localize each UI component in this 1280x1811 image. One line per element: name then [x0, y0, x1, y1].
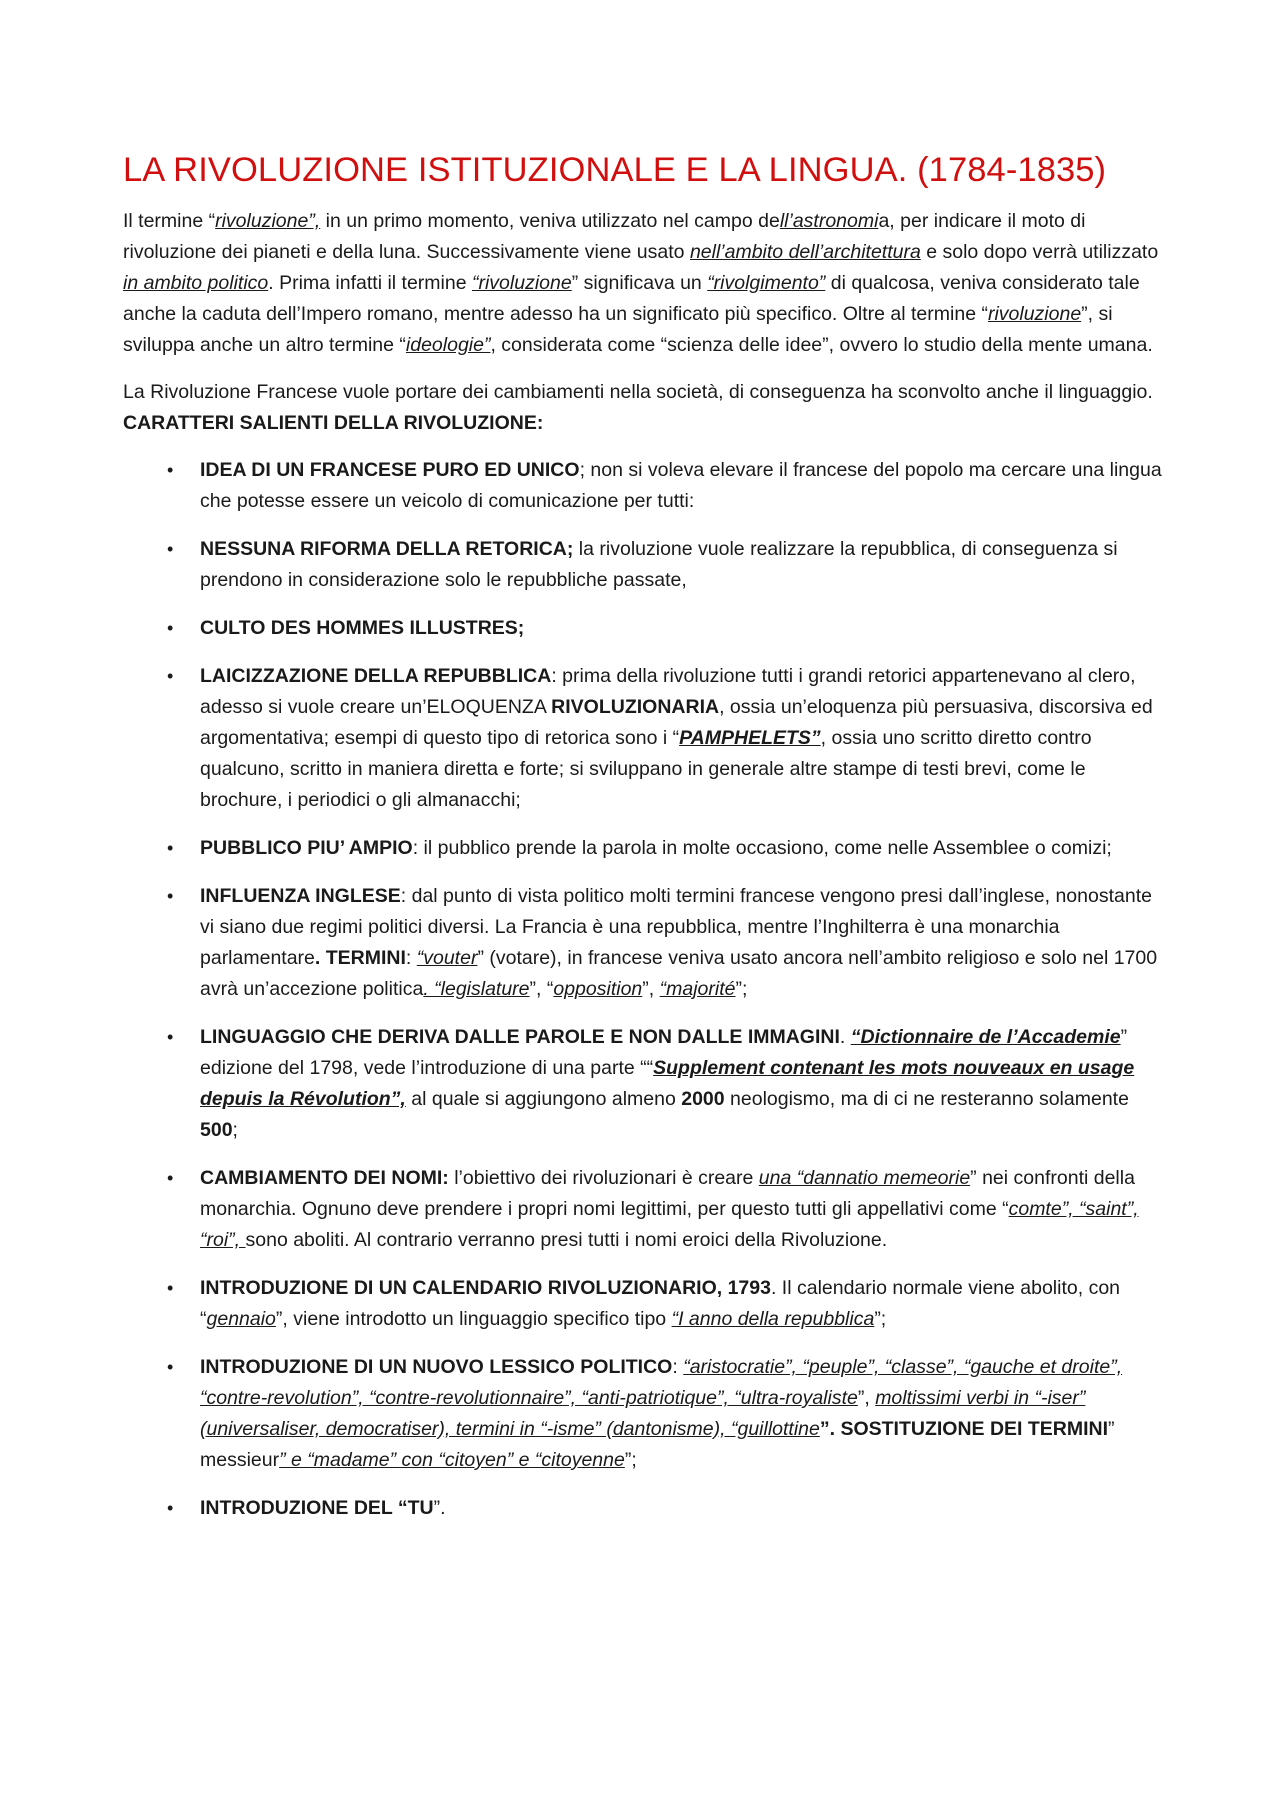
bullet-icon: • [167, 1027, 174, 1047]
list-item: • CAMBIAMENTO DEI NOMI: l’obiettivo dei rivoluzionari è creare una “dannatio memeorie” nei confronti della monarchia. Ognuno deve prendere i propri nomi legittimi, per questo tutti gli appellativi come “comte”, “saint”, “roi”, sono aboliti. Al contrario verranno presi tutti i nomi eroici della Rivoluzione. [123, 1163, 1163, 1256]
list-item: • INFLUENZA INGLESE: dal punto di vista politico molti termini francese vengono presi dall’inglese, nonostante vi siano due regimi politici diversi. La Francia è una repubblica, mentre l’Inghilterra è una monarchia parlamentare. TERMINI: “vouter” (votare), in francese veniva usato ancora nell’ambito religioso e solo nel 1700 avrà un’accezione politica. “legislature”, “opposition”, “majorité”; [123, 881, 1163, 1005]
list-item: • INTRODUZIONE DEL “TU”. [123, 1493, 1163, 1524]
revolution-paragraph: La Rivoluzione Francese vuole portare dei cambiamenti nella società, di conseguenza ha sconvolto anche il linguaggio. CARATTERI SALIENTI DELLA RIVOLUZIONE: [123, 381, 1153, 434]
bullet-icon: • [167, 618, 174, 638]
list-item: • INTRODUZIONE DI UN CALENDARIO RIVOLUZIONARIO, 1793. Il calendario normale viene abolito, con “gennaio”, viene introdotto un linguaggio specifico tipo “I anno della repubblica”; [123, 1273, 1163, 1335]
list-item: • CULTO DES HOMMES ILLUSTRES; [123, 613, 1163, 644]
list-item: • INTRODUZIONE DI UN NUOVO LESSICO POLITICO: “aristocratie”, “peuple”, “classe”, “gauche et droite”, “contre-revolution”, “contre-revolutionnaire”, “anti-patriotique”, “ultra-royaliste”, moltissimi verbi in “-iser” (universaliser, democratiser), termini in “-isme” (dantonisme), “guillottine”. SOSTITUZIONE DEI TERMINI” messieur” e “madame” con “citoyen” e “citoyenne”; [123, 1352, 1163, 1476]
intro-paragraph: Il termine “rivoluzione”, in un primo momento, veniva utilizzato nel campo dell’astronomia, per indicare il moto di rivoluzione dei pianeti e della luna. Successivamente viene usato nell’ambito dell’architettura e solo dopo verrà utilizzato in ambito politico. Prima infatti il termine “rivoluzione” significava un “rivolgimento” di qualcosa, veniva considerato tale anche la caduta dell’Impero romano, mentre adesso ha un significato più specifico. Oltre al termine “rivoluzione”, si sviluppa anche un altro termine “ideologie”, considerata come “scienza delle idee”, ovvero lo studio della mente umana. [123, 210, 1159, 356]
bullet-icon: • [167, 1168, 174, 1188]
bullet-icon: • [167, 1357, 174, 1377]
list-item: • LAICIZZAZIONE DELLA REPUBBLICA: prima della rivoluzione tutti i grandi retorici appartenevano al clero, adesso si vuole creare un’ELOQUENZA RIVOLUZIONARIA, ossia un’eloquenza più persuasiva, discorsiva ed argomentativa; esempi di questo tipo di retorica sono i “PAMPHELETS”, ossia uno scritto diretto contro qualcuno, scritto in maniera diretta e forte; si sviluppano in generale altre stampe di testi brevi, come le brochure, i periodici o gli almanacchi; [123, 661, 1163, 816]
bullet-icon: • [167, 886, 174, 906]
page-title: LA RIVOLUZIONE ISTITUZIONALE E LA LINGUA. (1784-1835) [123, 151, 1107, 189]
list-item: • IDEA DI UN FRANCESE PURO ED UNICO; non si voleva elevare il francese del popolo ma cercare una lingua che potesse essere un veicolo di comunicazione per tutti: [123, 455, 1163, 517]
bullet-icon: • [167, 539, 174, 559]
bullet-icon: • [167, 460, 174, 480]
characteristics-list [123, 455, 1163, 1524]
document-page [123, 148, 1163, 1541]
bullet-icon: • [167, 838, 174, 858]
bullet-icon: • [167, 1278, 174, 1298]
list-item: • PUBBLICO PIU’ AMPIO: il pubblico prende la parola in molte occasiono, come nelle Assemblee o comizi; [123, 833, 1163, 864]
list-item: • NESSUNA RIFORMA DELLA RETORICA; la rivoluzione vuole realizzare la repubblica, di conseguenza si prendono in considerazione solo le repubbliche passate, [123, 534, 1163, 596]
list-item: • LINGUAGGIO CHE DERIVA DALLE PAROLE E NON DALLE IMMAGINI. “Dictionnaire de l’Accademie” edizione del 1798, vede l’introduzione di una parte ““Supplement contenant les mots nouveaux en usage depuis la Révolution”, al quale si aggiungono almeno 2000 neologismo, ma di ci ne resteranno solamente 500; [123, 1022, 1163, 1146]
bullet-icon: • [167, 666, 174, 686]
bullet-icon: • [167, 1498, 174, 1518]
